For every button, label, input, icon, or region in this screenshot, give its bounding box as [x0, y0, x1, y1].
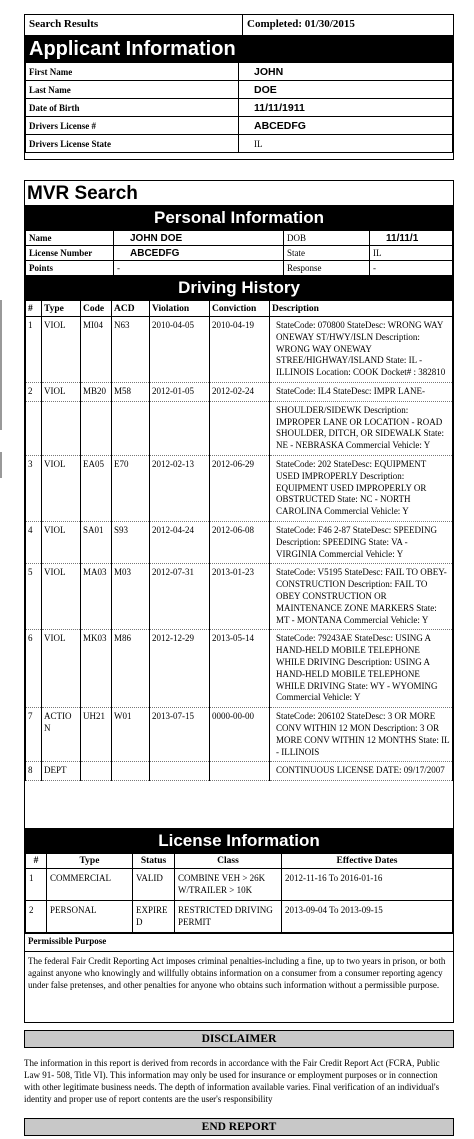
table-row [26, 901, 453, 933]
history-conviction-cell: 2013-05-14 [210, 630, 270, 708]
applicant-field-value: DOE [239, 81, 453, 99]
column-header: # [26, 854, 47, 869]
history-num-cell: 2 [26, 382, 42, 401]
column-header: Type [42, 301, 81, 317]
table-row [26, 135, 453, 153]
personal-info-table [25, 230, 453, 276]
license-status-cell: VALID [133, 869, 175, 901]
points-label: Points [26, 261, 114, 276]
license-status-cell: EXPIRE D [133, 901, 175, 933]
history-conviction-cell: 2012-06-08 [210, 521, 270, 563]
history-description-cell: CONTINUOUS LICENSE DATE: 09/17/2007 [270, 762, 453, 781]
applicant-field-label: Drivers License State [26, 135, 239, 153]
license-table [25, 853, 453, 933]
table-row [26, 261, 453, 276]
history-description-cell: StateCode: 202 StateDesc: EQUIPMENT USED IMPROPERLY Description: EQUIPMENT USED IMPROPERLY OR OBSTRUCTED State: NC - NORTH CAROLINA Commercial Vehicle: Y [270, 455, 453, 521]
table-row [26, 708, 453, 762]
history-num-cell: 1 [26, 317, 42, 383]
scroll-edge-marker [0, 300, 2, 430]
license-number-value: ABCEDFG [114, 246, 284, 261]
applicant-section [24, 14, 454, 160]
column-header: Description [270, 301, 453, 317]
table-row [26, 99, 453, 117]
table-row [26, 564, 453, 630]
response-value: - [370, 261, 453, 276]
history-acd-cell: S93 [112, 521, 150, 563]
table-header-row [26, 854, 453, 869]
history-type-cell [42, 401, 81, 455]
table-row [26, 231, 453, 246]
table-row [26, 630, 453, 708]
history-description-cell: StateCode: V5195 StateDesc: FAIL TO OBEY-CONSTRUCTION Description: FAIL TO OBEY CONSTRUCTION OR MAINTENANCE ZONE MARKERS State: MT - MONTANA Commercial Vehicle: Y [270, 564, 453, 630]
history-acd-cell [112, 401, 150, 455]
license-dates-cell: 2013-09-04 To 2013-09-15 [282, 901, 453, 933]
history-num-cell: 8 [26, 762, 42, 781]
end-report-bar: END REPORT [24, 1118, 454, 1136]
history-type-cell: VIOL [42, 455, 81, 521]
history-violation-cell: 2012-01-05 [150, 382, 210, 401]
applicant-field-label: Drivers License # [26, 117, 239, 135]
history-acd-cell: N63 [112, 317, 150, 383]
license-number-label: License Number [26, 246, 114, 261]
history-num-cell: 4 [26, 521, 42, 563]
history-description-cell: StateCode: IL4 StateDesc: IMPR LANE- [270, 382, 453, 401]
applicant-field-label: Date of Birth [26, 99, 239, 117]
disclaimer-title: DISCLAIMER [24, 1030, 454, 1048]
table-row [26, 521, 453, 563]
history-num-cell: 5 [26, 564, 42, 630]
license-class-cell: RESTRICTED DRIVING PERMIT [175, 901, 282, 933]
applicant-info-title: Applicant Information [25, 36, 453, 62]
history-acd-cell: W01 [112, 708, 150, 762]
license-num-cell: 2 [26, 901, 47, 933]
history-acd-cell: M03 [112, 564, 150, 630]
history-description-cell: StateCode: F46 2-87 StateDesc: SPEEDING Description: SPEEDING State: VA - VIRGINIA Commercial Vehicle: Y [270, 521, 453, 563]
column-header: Class [175, 854, 282, 869]
history-code-cell [81, 401, 112, 455]
history-acd-cell: M86 [112, 630, 150, 708]
disclaimer-text: The information in this report is derived from records in accordance with the Fair Credit Report Act (FCRA, Public Law 91- 508, Title VI). This information may only be used for insurance or employment purposes or in connection with other legitimate business needs. The depth of information available varies. Final verification of an individual's identity and proper use of report contents are the user's responsibility [24, 1058, 440, 1104]
state-value: IL [370, 246, 453, 261]
column-header: Status [133, 854, 175, 869]
driving-history-title: Driving History [25, 276, 453, 300]
license-class-cell: COMBINE VEH > 26K W/TRAILER > 10K [175, 869, 282, 901]
history-acd-cell: M58 [112, 382, 150, 401]
column-header: # [26, 301, 42, 317]
history-conviction-cell: 2010-04-19 [210, 317, 270, 383]
history-type-cell: VIOL [42, 630, 81, 708]
state-label: State [284, 246, 370, 261]
license-type-cell: PERSONAL [47, 901, 133, 933]
history-conviction-cell [210, 401, 270, 455]
history-type-cell: ACTIO N [42, 708, 81, 762]
search-results-label: Search Results [25, 15, 243, 35]
history-conviction-cell: 2012-02-24 [210, 382, 270, 401]
history-description-cell: StateCode: 79243AE StateDesc: USING A HAND-HELD MOBILE TELEPHONE WHILE DRIVING Description: USING A HAND-HELD MOBILE TELEPHONE WHILE DRIVING State: WY - WYOMING Commercial Vehicle: Y [270, 630, 453, 708]
history-num-cell: 6 [26, 630, 42, 708]
history-description-cell: StateCode: 070800 StateDesc: WRONG WAY ONEWAY ST/HWY/ISLN Description: WRONG WAY ONEWAY STREE/HIGHWAY/ISLAND State: IL - ILLINOIS Location: COOK Docket# : 382810 [270, 317, 453, 383]
history-acd-cell [112, 762, 150, 781]
license-dates-cell: 2012-11-16 To 2016-01-16 [282, 869, 453, 901]
history-description-cell: SHOULDER/SIDEWK Description: IMPROPER LANE OR LOCATION - ROAD SHOULDER, DITCH, OR SIDEWALK State: NE - NEBRASKA Commercial Vehicle: Y [270, 401, 453, 455]
column-header: ACD [112, 301, 150, 317]
permissible-purpose-title: Permissible Purpose [25, 933, 453, 952]
history-code-cell: MK03 [81, 630, 112, 708]
history-code-cell: MA03 [81, 564, 112, 630]
history-type-cell: DEPT [42, 762, 81, 781]
mvr-title: MVR Search [25, 181, 453, 206]
table-row [26, 762, 453, 781]
table-row [26, 117, 453, 135]
table-row [26, 455, 453, 521]
column-header: Conviction [210, 301, 270, 317]
history-violation-cell: 2012-07-31 [150, 564, 210, 630]
table-row [26, 81, 453, 99]
table-row [26, 317, 453, 383]
license-num-cell: 1 [26, 869, 47, 901]
history-code-cell: MB20 [81, 382, 112, 401]
history-code-cell: EA05 [81, 455, 112, 521]
history-conviction-cell [210, 762, 270, 781]
applicant-field-label: Last Name [26, 81, 239, 99]
search-results-header [25, 15, 453, 36]
applicant-field-label: First Name [26, 63, 239, 81]
history-num-cell: 7 [26, 708, 42, 762]
completed-date: Completed: 01/30/2015 [247, 18, 355, 30]
scroll-edge-marker [0, 452, 2, 478]
applicant-field-value: 11/11/1911 [239, 99, 453, 117]
history-num-cell: 3 [26, 455, 42, 521]
table-row [26, 63, 453, 81]
applicant-field-value: IL [239, 135, 453, 153]
name-value: JOHN DOE [114, 231, 284, 246]
history-violation-cell: 2012-04-24 [150, 521, 210, 563]
history-description-cell: StateCode: 206102 StateDesc: 3 OR MORE CONV WITHIN 12 MON Description: 3 OR MORE CONV WITHIN 12 MONTHS State: IL - ILLINOIS [270, 708, 453, 762]
history-violation-cell [150, 762, 210, 781]
mvr-section [24, 180, 454, 829]
history-code-cell: SA01 [81, 521, 112, 563]
driving-history-table [25, 300, 453, 781]
applicant-field-value: JOHN [239, 63, 453, 81]
history-violation-cell: 2013-07-15 [150, 708, 210, 762]
table-row [26, 401, 453, 455]
dob-label: DOB [284, 231, 370, 246]
column-header: Code [81, 301, 112, 317]
history-violation-cell: 2012-02-13 [150, 455, 210, 521]
history-code-cell: UH21 [81, 708, 112, 762]
history-violation-cell: 2010-04-05 [150, 317, 210, 383]
history-type-cell: VIOL [42, 564, 81, 630]
license-type-cell: COMMERCIAL [47, 869, 133, 901]
history-num-cell [26, 401, 42, 455]
history-type-cell: VIOL [42, 382, 81, 401]
applicant-field-value: ABCEDFG [239, 117, 453, 135]
table-header-row [26, 301, 453, 317]
history-code-cell [81, 762, 112, 781]
history-conviction-cell: 2012-06-29 [210, 455, 270, 521]
permissible-purpose-text: The federal Fair Credit Reporting Act imposes criminal penalties-including a fine, up to two years in prison, or both against anyone who knowingly and willfully obtains information on a consumer from a consumer reporting agency under false pretenses, and other penalties for anyone who obtains such information without a permissible purpose. [28, 956, 446, 990]
history-code-cell: MI04 [81, 317, 112, 383]
dob-value: 11/11/1 [370, 231, 453, 246]
history-conviction-cell: 2013-01-23 [210, 564, 270, 630]
license-section [24, 828, 454, 1023]
table-row [26, 382, 453, 401]
column-header: Violation [150, 301, 210, 317]
personal-info-title: Personal Information [25, 206, 453, 230]
table-row [26, 246, 453, 261]
license-info-title: License Information [25, 829, 453, 853]
points-value: - [114, 261, 284, 276]
history-type-cell: VIOL [42, 521, 81, 563]
column-header: Effective Dates [282, 854, 453, 869]
table-row [26, 869, 453, 901]
response-label: Response [284, 261, 370, 276]
history-acd-cell: E70 [112, 455, 150, 521]
applicant-table [25, 62, 453, 153]
history-conviction-cell: 0000-00-00 [210, 708, 270, 762]
name-label: Name [26, 231, 114, 246]
history-type-cell: VIOL [42, 317, 81, 383]
column-header: Type [47, 854, 133, 869]
history-violation-cell: 2012-12-29 [150, 630, 210, 708]
history-violation-cell [150, 401, 210, 455]
